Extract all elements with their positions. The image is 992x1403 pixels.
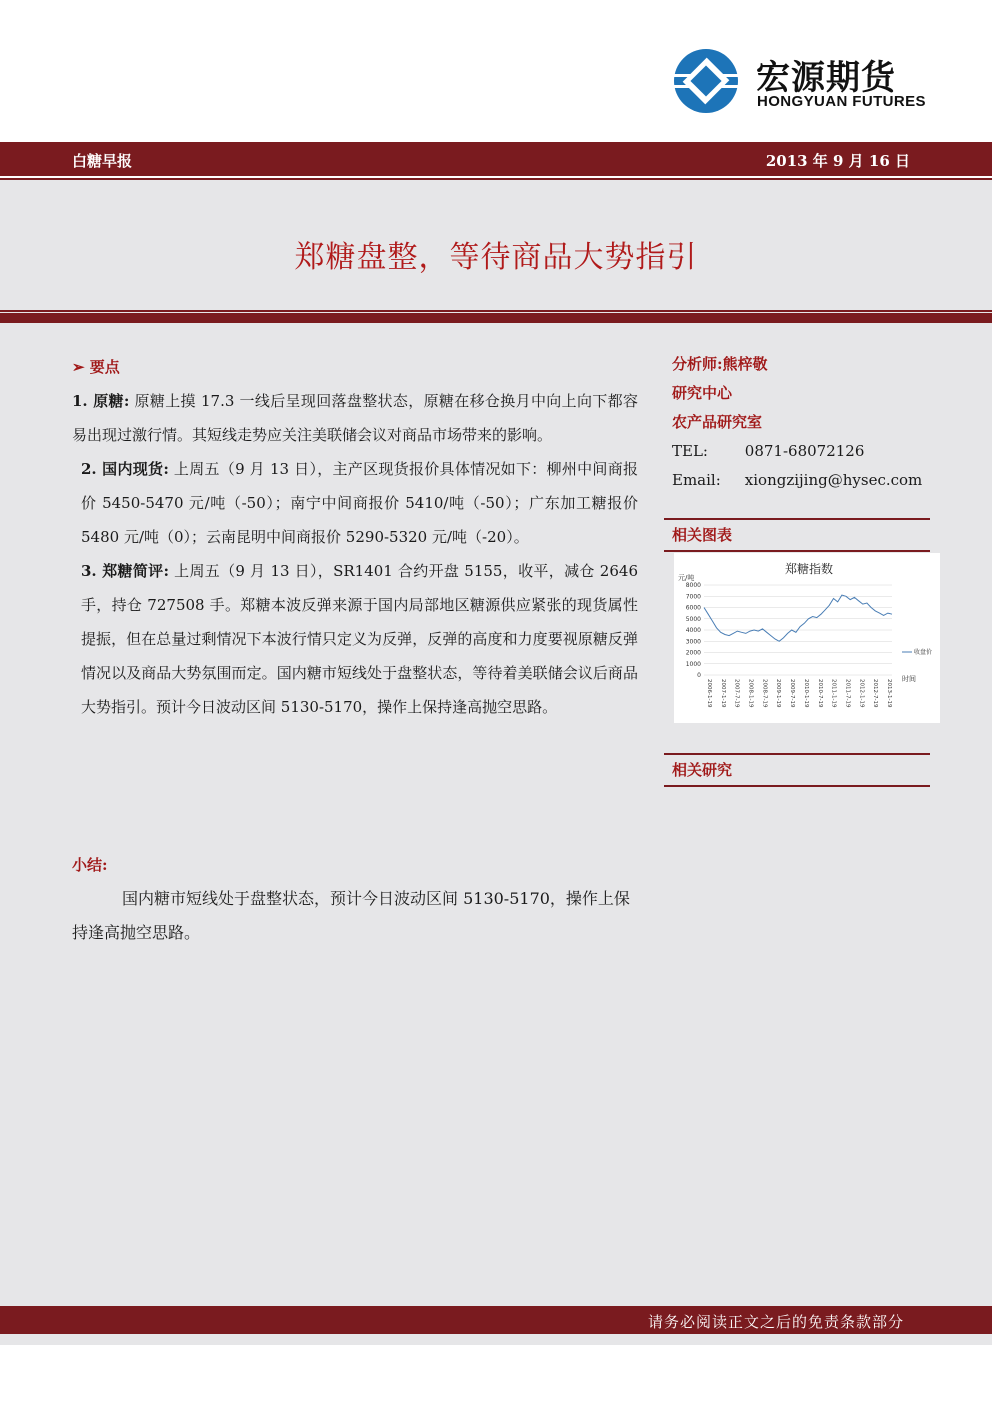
dept-research-center: 研究中心 [672,384,733,402]
chart-section-header [664,518,930,552]
chart-ytick-label: 3000 [685,638,701,646]
tel-value: 0871-68072126 [744,442,865,460]
chart-xtick-label: 2009-7-19 [789,679,796,708]
chart-container [674,553,940,723]
chart-xtick-label: 2007-1-19 [719,679,726,708]
logo-text-cn: 宏源期货 [756,58,896,98]
email-label: Email: [672,471,721,489]
chart-xtick-label: 2007-7-19 [733,679,740,708]
chart-ytick-label: 4000 [685,627,701,634]
analyst-name: 分析师:熊梓敬 [672,355,768,373]
chart-xtick-label: 2011-1-19 [830,679,837,708]
chart-series-line [704,595,892,641]
point-3-text: 上周五（9 月 13 日），SR1401 合约开盘 5155，收平，减仓 2646 手，持仓 727508 手。郑糖本波反弹来源于国内局部地区糖源供应紧张的现货属性提振，但在总量过剩情况下本波行情只定义为反弹，反弹的高度和力度要视原糖反弹情况以及商品大势氛围而定。国内糖市短线处于盘整状态，等待着美联储会议后商品大势指引。预计今日波动区间 5130-5170，操作上保持逢高抛空思路。 [81,562,638,716]
chart-xtick-label: 2009-1-19 [775,679,782,708]
summary-text: 国内糖市短线处于盘整状态，预计今日波动区间 5130-5170，操作上保持逢高抛空思路。 [72,889,630,942]
footer-bar [0,1306,992,1334]
tel-row [672,437,930,466]
sidebar [672,350,930,495]
chart-title: 郑糖指数 [784,562,834,576]
chart-xtick-label: 2011-7-19 [844,679,851,708]
point-1 [72,384,638,452]
summary [72,848,638,950]
main-content [72,350,638,724]
key-points-heading: ➢ 要点 [72,358,120,376]
logo-text-en: HONGYUAN FUTURES [757,93,926,110]
report-title: 郑糖盘整，等待商品大势指引 [294,240,698,275]
point-2-text: 上周五（9 月 13 日），主产区现货报价具体情况如下：柳州中间商报价 5450-5470 元/吨（-50）；南宁中间商报价 5410/吨（-50）；广东加工糖报价 5480 元/吨（0）；云南昆明中间商报价 5290-5320 元/吨（-20）。 [81,460,638,546]
chart-xtick-label: 2013-1-19 [886,679,892,708]
sugar-index-chart [674,553,940,723]
tel-label: TEL: [672,442,708,460]
chart-xtick-label: 2008-1-19 [747,679,754,708]
chart-xtick-label: 2010-7-19 [816,679,823,708]
research-section-header [664,753,930,787]
chart-ytick-label: 8000 [685,582,701,589]
point-2 [72,452,638,554]
chart-xlabel: 时间 [902,675,916,683]
chart-ytick-label: 7000 [685,593,701,601]
point-1-label: 1. 原糖: [72,392,130,410]
chart-section-title: 相关图表 [672,526,733,544]
doc-type: 白糖早报 [72,152,133,170]
chart-xtick-label: 2008-7-19 [761,679,768,708]
email-row [672,466,930,495]
chart-xtick-label: 2010-1-19 [802,679,809,708]
chart-ytick-label: 6000 [685,604,701,612]
header-divider [0,178,992,180]
point-2-label: 2. 国内现货: [81,460,169,478]
chart-xtick-label: 2006-1-19 [706,679,712,708]
chart-ytick-label: 1000 [685,660,701,668]
chart-xtick-label: 2012-1-19 [858,679,865,708]
research-section-title: 相关研究 [672,761,733,779]
chart-ytick-label: 5000 [685,615,701,623]
title-divider [0,310,992,312]
chart-ylabel: 元/吨 [678,574,695,582]
header-bar [0,142,992,176]
point-1-text: 原糖上摸 17.3 一线后呈现回落盘整状态，原糖在移仓换月中向上向下都容易出现过激行情。其短线走势应关注美联储会议对商品市场带来的影响。 [72,392,638,444]
email-value[interactable]: xiongzijing@hysec.com [744,471,923,489]
point-3 [72,554,638,724]
chart-ytick-label: 0 [697,672,701,679]
dept-agri-research: 农产品研究室 [672,413,763,431]
chart-ytick-label: 2000 [685,649,701,657]
chart-legend-label: 收盘价 [914,649,933,656]
summary-label: 小结: [72,856,108,874]
point-3-label: 3. 郑糖简评: [81,562,170,580]
report-date: 2013 年 9 月 16 日 [765,152,910,170]
chart-xtick-label: 2012-7-19 [872,679,879,708]
title-band [0,313,992,323]
footer-disclaimer: 请务必阅读正文之后的免责条款部分 [647,1313,904,1331]
